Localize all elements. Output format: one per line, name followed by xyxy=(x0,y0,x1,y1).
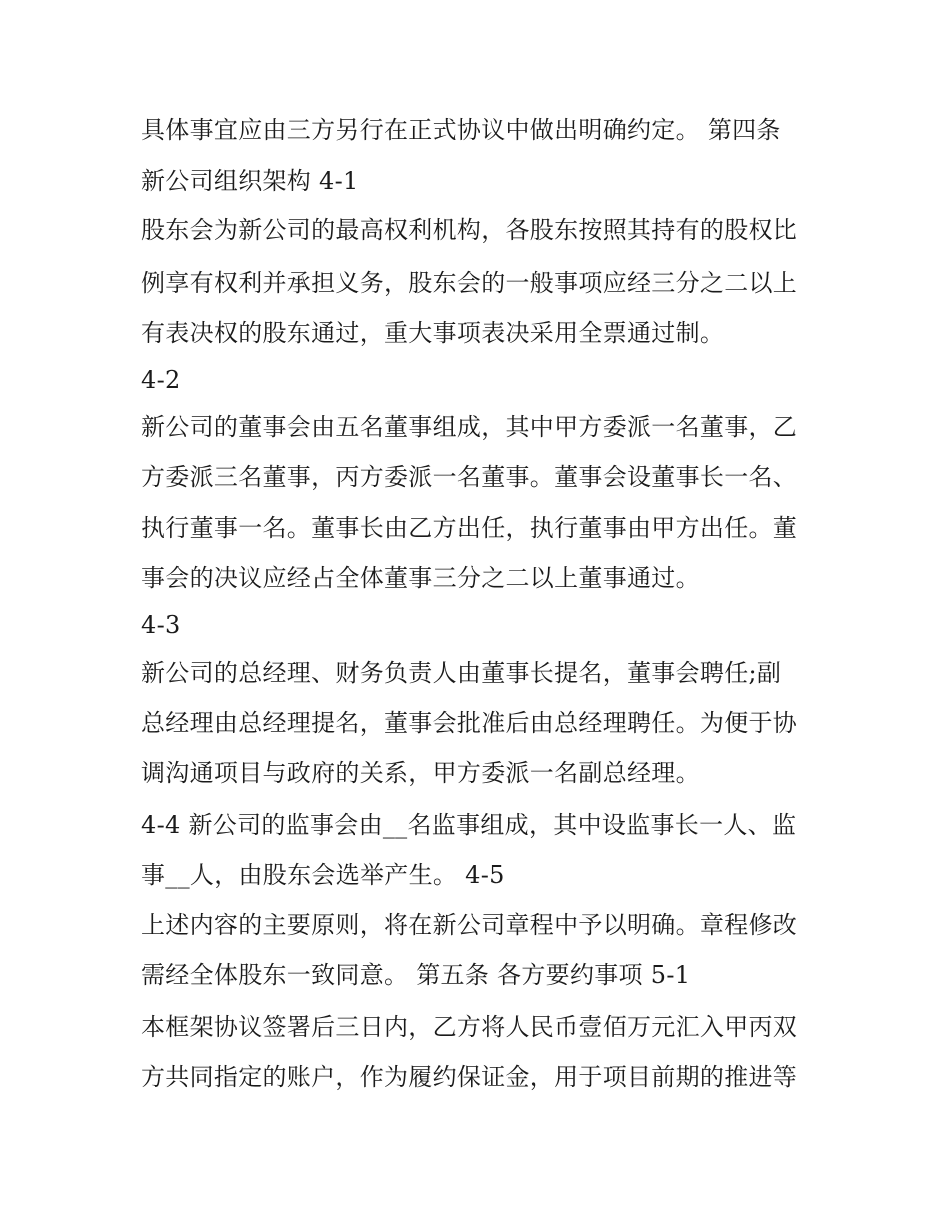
text-line: 上述内容的主要原则，将在新公司章程中予以明确。章程修改 xyxy=(141,911,798,939)
text-line: 具体事宜应由三方另行在正式协议中做出明确约定。 第四条 xyxy=(141,116,781,144)
text-line: 股东会为新公司的最高权利机构，各股东按照其持有的股权比 xyxy=(141,216,798,244)
text-line: 事__人，由股东会选举产生。 4-5 xyxy=(141,861,505,889)
text-line: 例享有权利并承担义务，股东会的一般事项应经三分之二以上 xyxy=(141,269,798,297)
text-line: 事会的决议应经占全体董事三分之二以上董事通过。 xyxy=(141,564,700,592)
text-line: 新公司的总经理、财务负责人由董事长提名，董事会聘任;副 xyxy=(141,659,782,687)
text-line: 4-4 新公司的监事会由__名监事组成，其中设监事长一人、监 xyxy=(141,811,797,839)
text-line: 方共同指定的账户，作为履约保证金，用于项目前期的推进等 xyxy=(141,1063,798,1091)
text-line: 新公司的董事会由五名董事组成，其中甲方委派一名董事，乙 xyxy=(141,413,798,441)
text-line: 新公司组织架构 4-1 xyxy=(141,167,359,195)
text-line: 4-2 xyxy=(141,366,181,394)
text-line: 调沟通项目与政府的关系，甲方委派一名副总经理。 xyxy=(141,759,700,787)
text-line: 总经理由总经理提名，董事会批准后由总经理聘任。为便于协 xyxy=(141,709,798,737)
text-line: 方委派三名董事，丙方委派一名董事。董事会设董事长一名、 xyxy=(141,463,798,491)
text-line: 有表决权的股东通过，重大事项表决采用全票通过制。 xyxy=(141,319,725,347)
text-line: 本框架协议签署后三日内，乙方将人民币壹佰万元汇入甲丙双 xyxy=(141,1013,798,1041)
text-line: 需经全体股东一致同意。 第五条 各方要约事项 5-1 xyxy=(141,961,691,989)
text-line: 执行董事一名。董事长由乙方出任，执行董事由甲方出任。董 xyxy=(141,514,798,542)
text-line: 4-3 xyxy=(141,611,181,639)
